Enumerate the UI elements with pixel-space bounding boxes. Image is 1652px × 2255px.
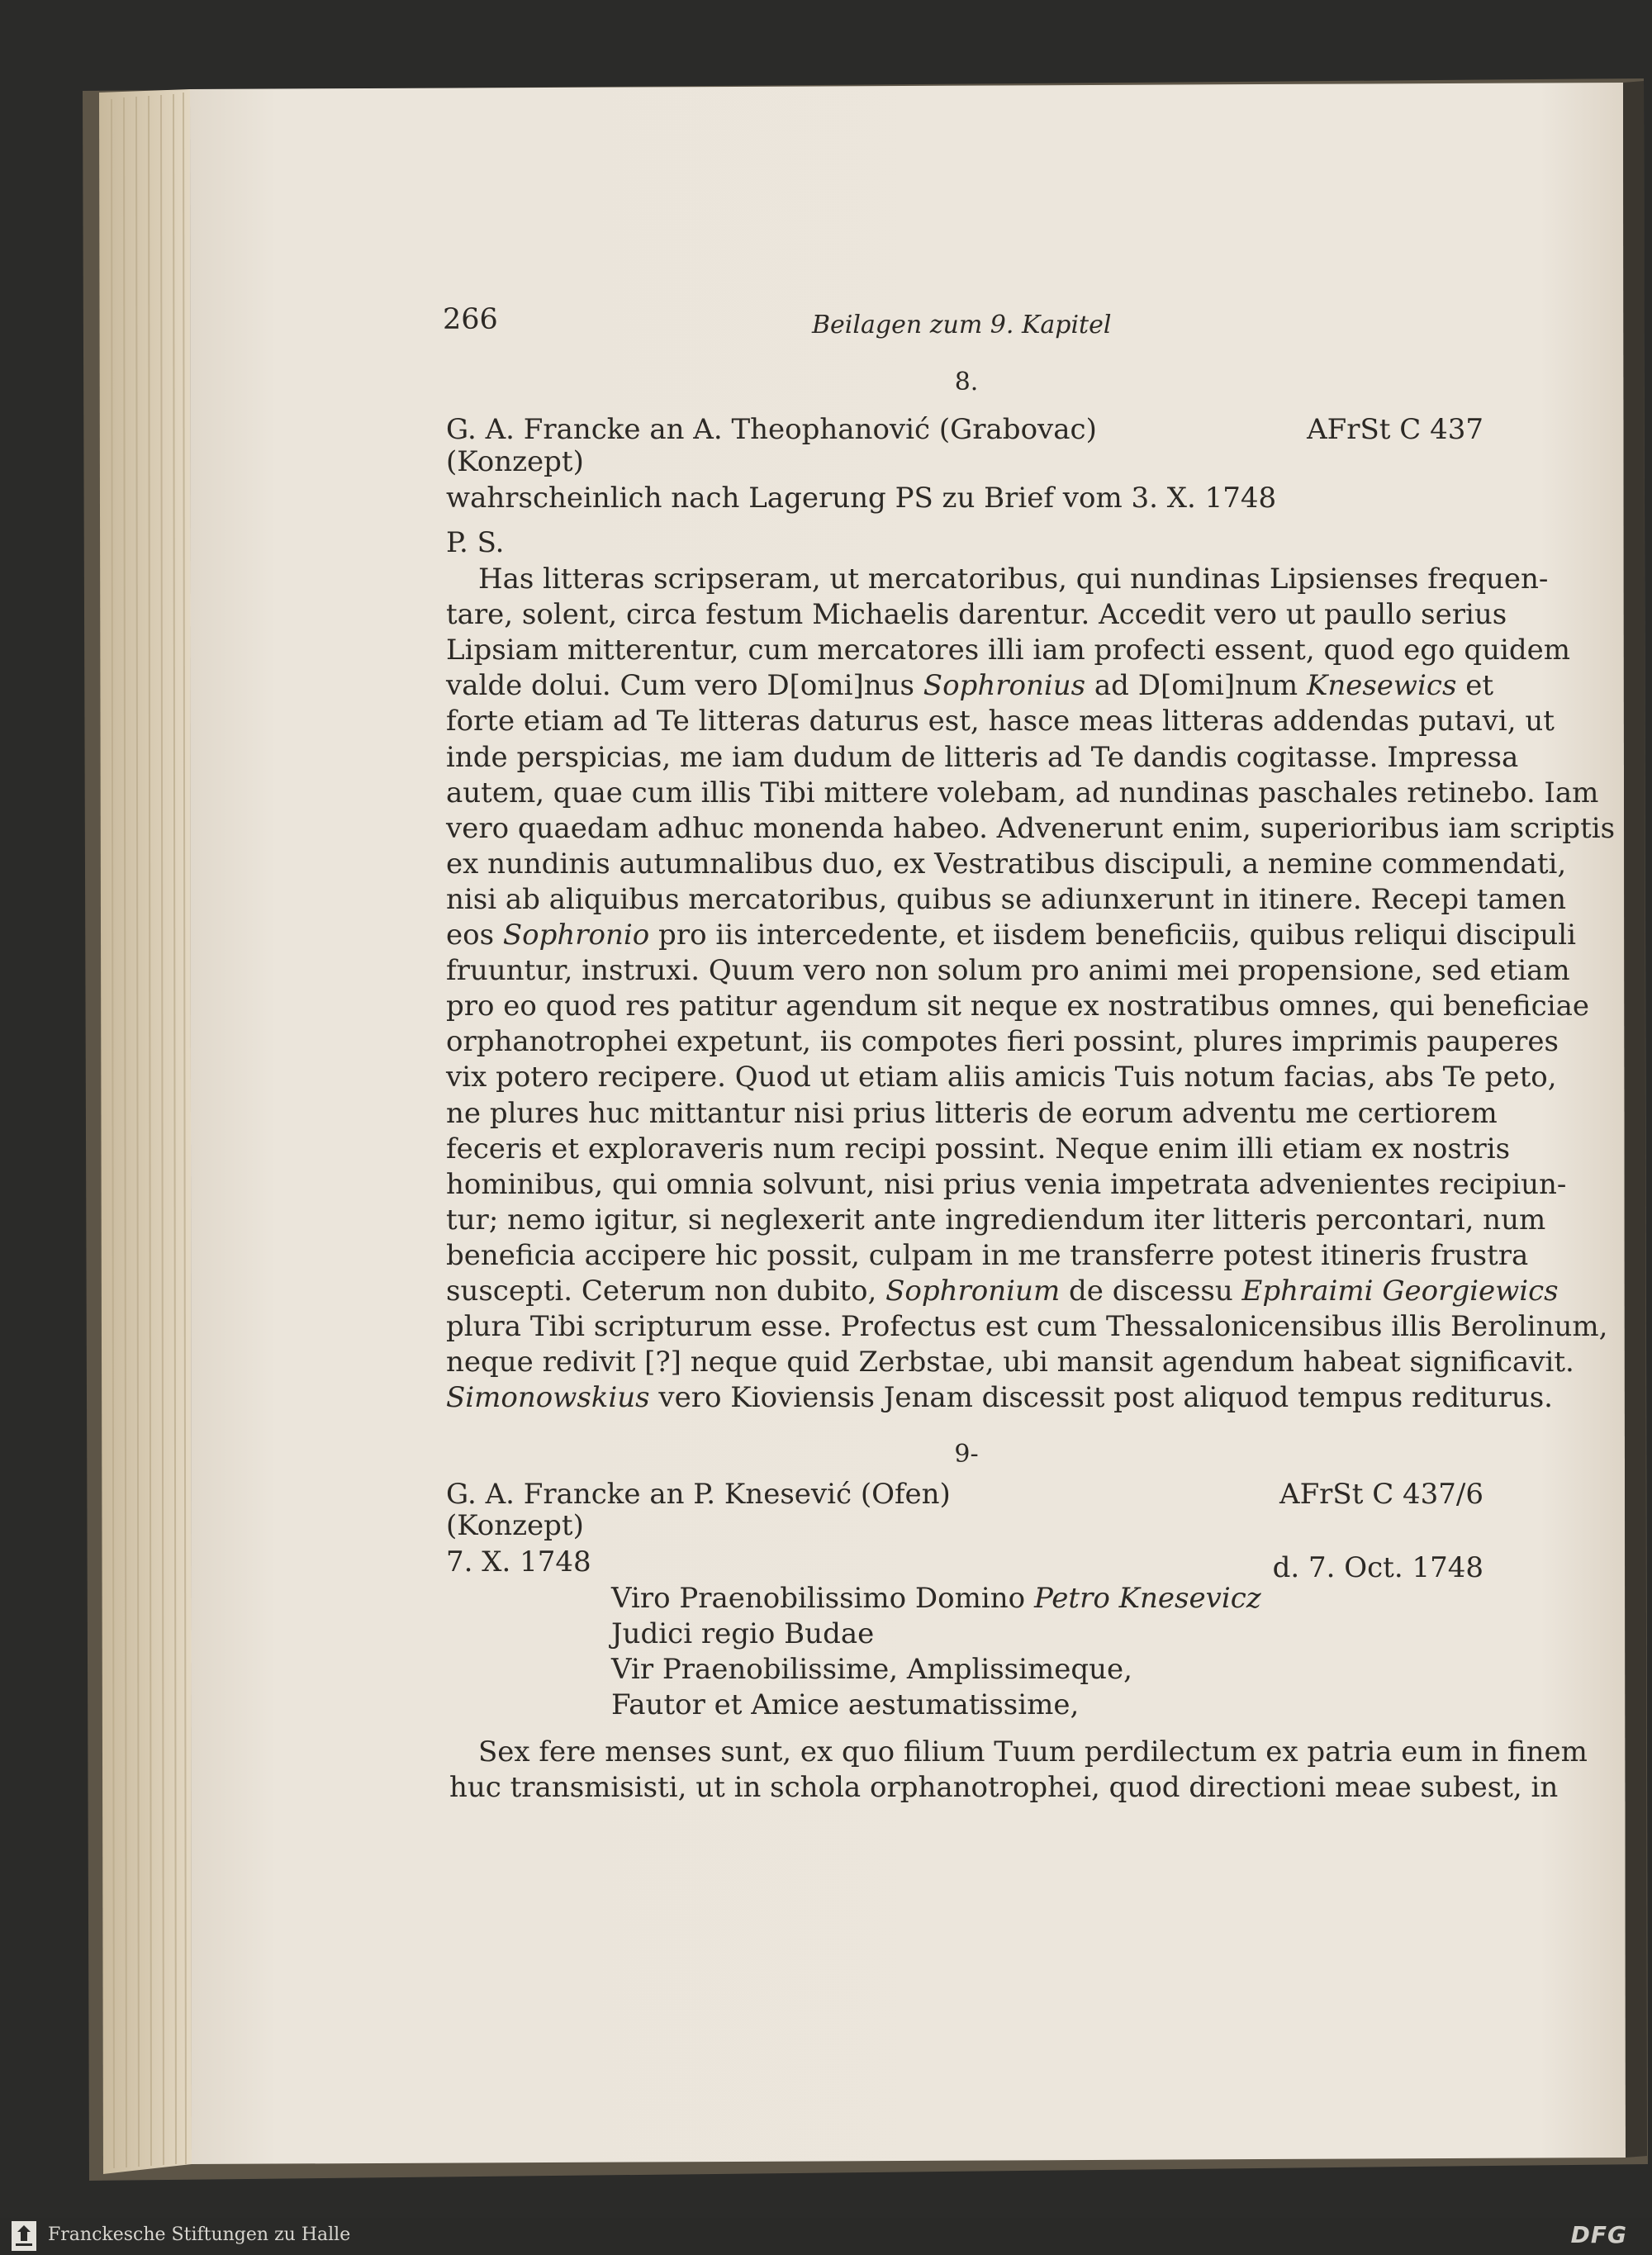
letter-8-body-line — [478, 562, 1549, 596]
text-run: suscepti. Ceterum non dubito, — [446, 1275, 886, 1308]
text-run: pro iis intercedente, et iisdem beneficiis, quibus reliqui discipuli — [649, 919, 1577, 952]
text-run: autem, quae cum illis Tibi mittere volebam, ad nundinas paschales retinebo. Iam — [446, 776, 1599, 809]
letter-9-number: 9- — [954, 1440, 979, 1469]
letter-8-body-line — [446, 847, 1567, 881]
letter-9-address-line — [611, 1688, 1079, 1722]
text-run: vix potero recipere. Quod ut etiam aliis amicis Tuis notum facias, abs Te peto, — [446, 1061, 1557, 1094]
letter-8-body-line — [446, 1132, 1511, 1166]
letter-9-header-left: G. A. Francke an P. Knesević (Ofen) — [446, 1478, 951, 1511]
text-run: Sophronium — [885, 1275, 1061, 1308]
letter-8-body-line — [446, 1309, 1608, 1344]
letter-8-body-line — [446, 633, 1570, 667]
letter-8-body-line — [446, 882, 1566, 917]
letter-8-header-right: AFrSt C 437 — [1307, 413, 1483, 446]
letter-8-body-line — [446, 1024, 1559, 1059]
text-run: pro eo quod res patitur agendum sit neque ex nostratibus omnes, qui beneficiae — [446, 990, 1589, 1023]
letter-8-body-line — [446, 668, 1493, 703]
letter-8-body-line — [446, 1096, 1498, 1131]
text-run: tare, solent, circa festum Michaelis darentur. Accedit vero ut paullo serius — [446, 598, 1507, 632]
letter-8-body-line — [446, 776, 1599, 810]
letter-8-body-line — [446, 811, 1616, 846]
letter-8-body-line — [446, 704, 1555, 738]
text-run: Viro Praenobilissimo Domino — [611, 1582, 1034, 1615]
text-run: Judici regio Budae — [611, 1617, 875, 1650]
letter-9-body-line — [478, 1735, 1588, 1769]
text-run: beneficia accipere hic possit, culpam in me transferre potest itineris frustra — [446, 1238, 1529, 1272]
text-run: Sex fere menses sunt, ex quo filium Tuum perdilectum ex patria eum in finem — [478, 1735, 1588, 1768]
letter-8-dating: wahrscheinlich nach Lagerung PS zu Brief vom 3. X. 1748 — [446, 482, 1277, 515]
running-head: Beilagen zum 9. Kapitel — [812, 311, 1112, 339]
text-run: hominibus, qui omnia solvunt, nisi prius venia impetrata advenientes recipiun- — [446, 1167, 1567, 1201]
letter-9-address-line — [611, 1581, 1261, 1616]
letter-9-header-right: AFrSt C 437/6 — [1279, 1478, 1483, 1511]
text-run: vero Kioviensis Jenam discessit post aliquod tempus rediturus. — [649, 1381, 1553, 1415]
letter-9-date-left: 7. X. 1748 — [446, 1545, 591, 1578]
text-run: valde dolui. Cum vero D[omi]nus — [446, 669, 923, 703]
letter-8-ps: P. S. — [446, 526, 505, 559]
text-run: ne plures huc mittantur nisi prius litteris de eorum adventu me certiorem — [446, 1096, 1498, 1130]
text-run: Ephraimi Georgiewics — [1241, 1275, 1559, 1308]
text-run: nisi ab aliquibus mercatoribus, quibus se adiunxerunt in itinere. Recepi tamen — [446, 882, 1566, 916]
text-run: Knesewics — [1306, 669, 1457, 703]
letter-8-body-line — [446, 1380, 1553, 1415]
text-run: Sophronius — [923, 669, 1086, 703]
letter-8-number: 8. — [954, 368, 979, 396]
letter-8-body-line — [446, 1167, 1567, 1202]
text-run: Vir Praenobilissime, Amplissimeque, — [611, 1653, 1132, 1686]
text-run: forte etiam ad Te litteras daturus est, hasce meas litteras addendas putavi, ut — [446, 705, 1555, 738]
letter-8-body-line — [446, 989, 1589, 1023]
letter-8-draft: (Konzept) — [446, 445, 584, 478]
letter-8-body-line — [446, 740, 1519, 775]
text-run: tur; nemo igitur, si neglexerit ante ingrediendum iter litteris percontari, num — [446, 1203, 1546, 1237]
dfg-logo: DFG — [1570, 2221, 1627, 2248]
letter-8-body-line — [446, 1345, 1574, 1379]
letter-8-body-line — [446, 1238, 1529, 1273]
letter-9-body-line — [449, 1770, 1559, 1805]
text-run: inde perspicias, me iam dudum de litteris ad Te dandis cogitasse. Impressa — [446, 740, 1519, 774]
text-run: Has litteras scripseram, ut mercatoribus, qui nundinas Lipsienses frequen- — [478, 563, 1549, 596]
letter-8-body-line — [446, 1203, 1546, 1237]
text-run: Simonowskius — [446, 1381, 650, 1415]
text-run: plura Tibi scripturum esse. Profectus est cum Thessalonicensibus illis Berolinum, — [446, 1310, 1608, 1344]
text-run: Sophronio — [502, 919, 650, 952]
letter-8-body-line — [446, 1274, 1559, 1308]
letter-9-address-line — [611, 1652, 1132, 1687]
text-run: et — [1456, 669, 1493, 703]
letter-9-draft: (Konzept) — [446, 1509, 584, 1542]
letter-8-body-line — [446, 918, 1577, 952]
text-run: huc transmisisti, ut in schola orphanotrophei, quod directioni meae subest, in — [449, 1771, 1559, 1804]
text-run: vero quaedam adhuc monenda habeo. Advenerunt enim, superioribus iam scriptis — [446, 811, 1616, 845]
text-run: fruuntur, instruxi. Quum vero non solum pro animi mei propensione, sed etiam — [446, 954, 1570, 988]
letter-8-header-left: G. A. Francke an A. Theophanović (Grabovac) — [446, 413, 1097, 446]
letter-9-date-right: d. 7. Oct. 1748 — [1272, 1551, 1483, 1584]
footer-institution: Franckesche Stiftungen zu Halle — [48, 2224, 351, 2245]
page-number: 266 — [443, 303, 498, 336]
text-run: Lipsiam mitterentur, cum mercatores illi iam profecti essent, quod ego quidem — [446, 634, 1570, 667]
text-run: Fautor et Amice aestumatissime, — [611, 1688, 1080, 1721]
text-run: Petro Knesevicz — [1033, 1582, 1261, 1615]
letter-8-body-line — [446, 953, 1570, 988]
letter-8-body-line — [446, 1060, 1557, 1094]
text-run: neque redivit [?] neque quid Zerbstae, ubi mansit agendum habeat significavit. — [446, 1346, 1574, 1379]
institution-emblem-icon — [12, 2221, 36, 2251]
text-run: ex nundinis autumnalibus duo, ex Vestratibus discipuli, a nemine commendati, — [446, 847, 1567, 881]
text-run: orphanotrophei expetunt, iis compotes fieri possint, plures imprimis pauperes — [446, 1025, 1559, 1059]
letter-8-body-line — [446, 597, 1507, 632]
text-run: eos — [446, 919, 503, 952]
footer-bar — [0, 2218, 1652, 2255]
text-run: feceris et exploraveris num recipi possint. Neque enim illi etiam ex nostris — [446, 1132, 1511, 1165]
text-run: ad D[omi]num — [1085, 669, 1307, 703]
letter-9-address-line — [611, 1616, 874, 1651]
text-run: de discessu — [1060, 1275, 1242, 1308]
